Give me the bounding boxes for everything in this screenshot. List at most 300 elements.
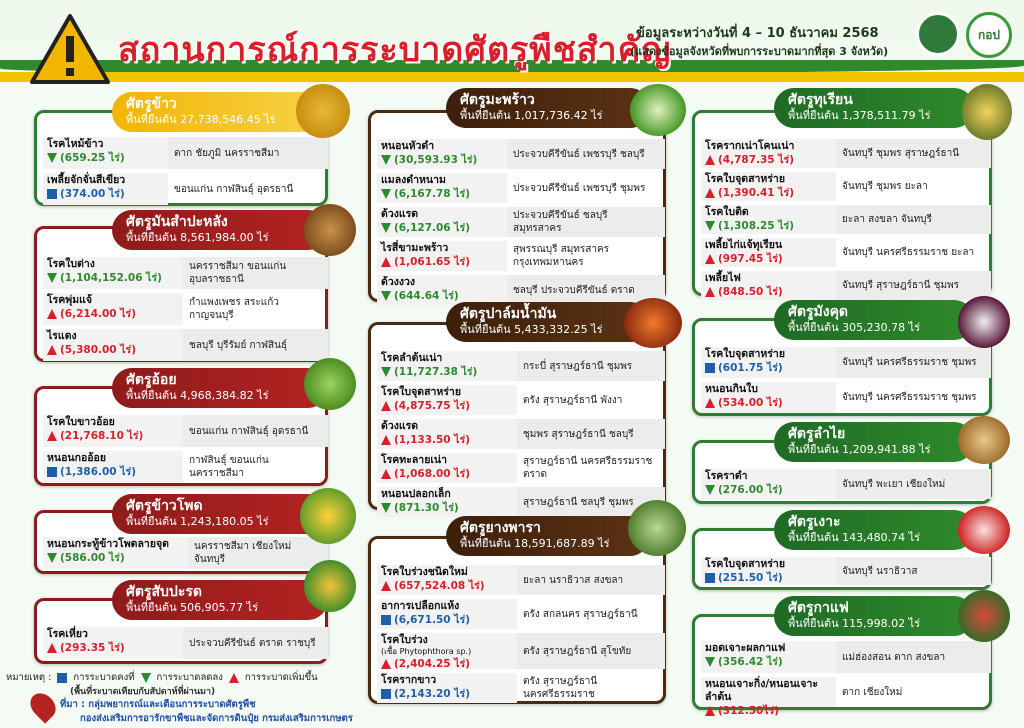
down-arrow-icon [47,553,57,563]
province-list: สุราษฎร์ธานี ชลบุรี ชุมพร [517,487,665,517]
pest-cell [701,238,836,267]
pest-row [701,205,991,236]
area-value [705,361,832,375]
up-arrow-icon [705,398,715,408]
pest-row [701,677,991,717]
down-arrow-icon [705,221,715,231]
up-arrow-icon [381,435,391,445]
up-arrow-icon [705,155,715,165]
pest-name: ไรสี่ขามะพร้าว [381,242,449,254]
crop-name: ศัตรูเงาะ [788,514,841,530]
pest-cell [377,633,517,669]
pest-row [701,641,991,675]
pest-name: โรคพุ่มแจ้ [47,294,93,306]
area-text: (312.50ไร่) [718,705,780,717]
pest-cell [377,173,507,203]
area-value [47,551,184,565]
crop-name: ศัตรูทุเรียน [788,92,853,108]
pest-row [43,137,328,171]
coffee-picture-icon [958,590,1010,642]
crop-area: พื้นที่ยืนต้น 115,998.02 ไร่ [788,617,921,630]
area-value [47,343,179,357]
province-list: สุราษฎร์ธานี นครศรีธรรมราช ตราด [523,456,653,480]
sugarcane-picture-icon [304,358,356,410]
pest-row [377,599,665,631]
pest-cell [701,677,836,717]
pest-note: (เชื้อ Phytophthora sp.) [381,647,472,656]
area-value [705,655,832,669]
down-arrow-icon [381,503,391,513]
pest-cell [377,241,507,271]
crop-area: พื้นที่ยืนต้น 8,561,984.00 ไร่ [126,231,269,244]
area-text: (293.35 ไร่) [60,642,125,654]
area-text: (2,404.25 ไร่) [394,658,470,670]
area-value [381,657,513,671]
pest-cell [43,137,168,169]
pest-name: เพลี้ยไฟ [705,272,741,284]
down-arrow-icon [381,291,391,301]
area-text: (534.00 ไร่) [718,397,783,409]
pest-cell [377,139,507,169]
pest-cell [701,172,836,201]
pest-row [43,451,328,485]
crop-area: พื้นที่ยืนต้น 27,738,546.45 ไร่ [126,113,276,126]
pest-name: โรคทะลายเน่า [381,454,448,466]
pest-row [43,293,328,327]
area-value [705,186,832,200]
area-text: (848.50 ไร่) [718,286,783,298]
pest-cell [701,469,836,499]
pest-name: โรคเหี่ยว [47,628,88,640]
province-list: ยะลา สงขลา จันทบุรี [836,205,991,234]
area-value [47,187,164,201]
pest-row [43,257,328,291]
crop-area: พื้นที่ยืนต้น 1,017,736.42 ไร่ [460,109,603,122]
title-rubber [446,516,650,556]
area-text: (601.75 ไร่) [718,362,783,374]
pest-row [701,238,991,269]
pest-name: โรคใบติด [705,206,749,218]
area-text: (644.64 ไร่) [394,290,459,302]
pest-row [377,565,665,597]
longan-picture-icon [958,416,1010,464]
rambutan-picture-icon [958,506,1010,554]
pest-row [377,173,665,205]
pest-name: โรคใบด่าง [47,258,95,270]
card-durian [692,110,992,296]
province-list: ตรัง สุราษฎร์ธานี พังงา [523,394,623,406]
source-line-2: กองส่งเสริมการอารักขาพืชและจัดการดินปุ๋ย กรมส่งเสริมการเกษตร [80,713,353,724]
area-text: (11,727.38 ไร่) [394,366,478,378]
legend-down: การระบาดลดลง [156,672,223,683]
same-icon [705,573,715,583]
down-arrow-icon [381,367,391,377]
legend-label: หมายเหตุ : [6,672,52,683]
pest-name: โรคใบร่วงชนิดใหม่ [381,566,468,578]
area-value [705,219,832,233]
down-arrow-icon [381,155,391,165]
rubber-tree-picture-icon [628,500,686,556]
down-arrow-icon [141,673,151,683]
crop-area: พื้นที่ยืนต้น 143,480.74 ไร่ [788,531,921,544]
province-list: จันทบุรี นครศรีธรรมราช ชุมพร [836,347,991,378]
legend [6,670,318,685]
area-value [705,483,832,497]
card-rubber [368,536,666,704]
same-icon [57,673,67,683]
pest-row [377,673,665,705]
area-value [47,465,179,479]
province-list: ชลบุรี บุรีรัมย์ กาฬสินธุ์ [183,329,328,361]
warning-icon [28,12,112,86]
area-text: (251.50 ไร่) [718,572,783,584]
province-list: สุพรรณบุรี สมุทรสาคร กรุงเทพมหานคร [513,244,610,268]
pest-cell [701,557,836,585]
pest-cell [377,385,517,415]
same-icon [47,189,57,199]
up-arrow-icon [705,706,715,716]
up-arrow-icon [381,659,391,669]
area-value [705,396,832,410]
pest-name: เพลี้ยจักจั่นสีเขียว [47,174,126,186]
pest-row [43,537,328,571]
date-note: (แสดงข้อมูลจังหวัดที่พบการระบาดมากที่สุด 3 จังหวัด) [630,45,889,58]
area-text: (30,593.93 ไร่) [394,154,478,166]
province-list: แม่ฮ่องสอน ตาก สงขลา [836,641,991,673]
crop-name: ศัตรูปาล์มน้ำมัน [460,306,557,322]
up-arrow-icon [229,673,239,683]
province-list: ยะลา นราธิวาส สงขลา [517,565,665,595]
crop-name: ศัตรูมันสำปะหลัง [126,214,228,230]
crop-name: ศัตรูมังคุด [788,304,849,320]
pest-cell [43,537,188,569]
pest-cell [701,139,836,168]
pest-name: โรครากขาว [381,674,437,686]
crop-area: พื้นที่ยืนต้น 1,243,180.05 ไร่ [126,515,269,528]
doae-logo-icon [916,12,960,56]
area-value [705,153,832,167]
pest-name: หนอนปลอกเล็ก [381,488,451,500]
area-text: (586.00 ไร่) [60,552,125,564]
area-value [705,285,832,299]
area-text: (1,068.00 ไร่) [394,468,470,480]
title-coffee [774,596,974,636]
up-arrow-icon [47,431,57,441]
pest-name: โรคใบจุดสาหร่าย [705,173,785,185]
area-value [381,433,513,447]
pest-row [43,329,328,363]
area-value [705,252,832,266]
crop-name: ศัตรูกาแฟ [788,600,849,616]
area-value [381,687,513,701]
pest-row [701,271,991,302]
province-list: ประจวบคีรีขันธ์ เพชรบุรี ชุมพร [513,182,646,194]
card-oilpalm [368,322,666,514]
pest-name: แมลงดำหนาม [381,174,446,186]
pest-name: โรคไหม้ข้าว [47,138,104,150]
pest-name: หนอนเจาะกิ่ง/หนอนเจาะลำต้น [705,678,819,703]
down-arrow-icon [705,485,715,495]
pest-row [701,382,991,415]
pest-row [701,347,991,380]
pest-cell [701,271,836,300]
area-text: (1,061.65 ไร่) [394,256,470,268]
corn-picture-icon [300,488,356,544]
pest-name: ไรแดง [47,330,77,342]
pest-row [701,469,991,501]
pest-row [377,487,665,519]
area-value [705,571,832,585]
pest-name: อาการเปลือกแห้ง [381,600,460,612]
crop-name: ศัตรูยางพารา [460,520,541,536]
province-list: ประจวบคีรีขันธ์ ตราด ราชบุรี [183,627,328,659]
area-text: (1,104,152.06 ไร่) [60,272,162,284]
area-value [47,429,179,443]
title-rambutan [774,510,974,550]
area-value [47,307,179,321]
province-list: กำแพงเพชร สระแก้ว กาญจนบุรี [189,297,279,321]
pest-cell [701,641,836,673]
pest-row [377,633,665,671]
pest-cell [43,293,183,325]
crop-name: ศัตรูข้าวโพด [126,498,203,514]
province-list: จันทบุรี สุราษฎร์ธานี ชุมพร [836,271,991,300]
area-value [381,255,503,269]
title-oilpalm [446,302,650,342]
pest-row [701,172,991,203]
kop-logo-icon: กอป [966,12,1012,58]
same-icon [381,689,391,699]
pest-cell [377,275,507,305]
pest-cell [43,627,183,659]
area-value [381,501,513,515]
same-icon [381,615,391,625]
area-text: (6,167.78 ไร่) [394,188,470,200]
pest-name: ด้วงงวง [381,276,415,288]
province-list: จันทบุรี พะเยา เชียงใหม่ [836,469,991,499]
crop-name: ศัตรูลำไย [788,426,846,442]
province-list: ขอนแก่น กาฬสินธุ์ อุดรธานี [174,183,294,195]
pest-cell [377,351,517,381]
up-arrow-icon [381,581,391,591]
pest-cell [43,451,183,483]
pest-name: โรคใบจุดสาหร่าย [705,348,785,360]
pest-cell [377,487,517,517]
area-value [381,289,503,303]
up-arrow-icon [705,287,715,297]
up-arrow-icon [705,188,715,198]
oilpalm-picture-icon [624,298,682,348]
province-list: ชลบุรี ประจวบคีรีขันธ์ ตราด [507,275,665,305]
mangosteen-picture-icon [958,296,1010,348]
down-arrow-icon [381,223,391,233]
source-line-1: ที่มา : กลุ่มพยากรณ์และเตือนการระบาดศัตรูพืช [60,699,256,710]
area-value [381,579,513,593]
date-range: ข้อมูลระหว่างวันที่ 4 – 10 ธันวาคม 2568 [636,26,879,41]
area-text: (871.30 ไร่) [394,502,459,514]
area-text: (374.00 ไร่) [60,188,125,200]
title-cassava [112,210,328,250]
area-text: (6,214.00 ไร่) [60,308,136,320]
pest-name: โรคใบขาวอ้อย [47,416,115,428]
province-list: จันทบุรี ชุมพร ยะลา [842,181,928,192]
pest-name: โรคราดำ [705,470,748,482]
title-longan [774,422,974,462]
pineapple-picture-icon [304,560,356,612]
pest-name: โรคใบจุดสาหร่าย [381,386,461,398]
area-value [47,151,164,165]
pest-name: มอดเจาะผลกาแฟ [705,642,786,654]
pest-cell [377,673,517,703]
pest-cell [701,205,836,234]
crop-area: พื้นที่ยืนต้น 5,433,332.25 ไร่ [460,323,603,336]
area-text: (1,133.50 ไร่) [394,434,470,446]
area-text: (4,787.35 ไร่) [718,154,794,166]
up-arrow-icon [47,345,57,355]
title-durian [774,88,974,128]
area-value [47,271,179,285]
location-pin-icon [25,688,60,723]
pest-row [43,415,328,449]
pest-row [43,173,328,207]
down-arrow-icon [705,657,715,667]
area-text: (659.25 ไร่) [60,152,125,164]
down-arrow-icon [47,273,57,283]
pest-name: โรคลำต้นเน่า [381,352,443,364]
down-arrow-icon [381,189,391,199]
pest-cell [701,382,836,413]
crop-area: พื้นที่ยืนต้น 305,230.78 ไร่ [788,321,921,334]
area-value [47,641,179,655]
pest-name: หนอนกออ้อย [47,452,107,464]
up-arrow-icon [47,643,57,653]
card-coconut [368,110,666,302]
province-list: จันทบุรี ชุมพร สุราษฎร์ธานี [836,139,991,168]
area-value [381,221,503,235]
province-list: ตรัง สกลนคร สุราษฎร์ธานี [523,608,638,620]
pest-cell [43,415,183,447]
title-coconut [446,88,650,128]
province-list: กาฬสินธุ์ ขอนแก่น นครราชสีมา [189,455,269,479]
area-text: (657,524.08 ไร่) [394,580,485,592]
area-value [381,187,503,201]
pest-cell [377,565,517,595]
crop-name: ศัตรูสับปะรด [126,584,202,600]
area-text: (276.00 ไร่) [718,484,783,496]
pest-row [377,453,665,485]
title-sugarcane [112,368,328,408]
same-icon [705,363,715,373]
up-arrow-icon [381,401,391,411]
pest-cell [377,453,517,483]
title-pineapple [112,580,328,620]
crop-area: พื้นที่ยืนต้น 18,591,687.89 ไร่ [460,537,610,550]
area-value [381,399,513,413]
area-value [381,365,513,379]
pest-row [377,385,665,417]
up-arrow-icon [381,469,391,479]
down-arrow-icon [47,153,57,163]
province-list: นครราชสีมา ขอนแก่น อุบลราชธานี [183,257,328,289]
crop-name: ศัตรูมะพร้าว [460,92,535,108]
pest-row [377,241,665,273]
pest-name: โรครากเน่าโคนเน่า [705,140,795,152]
pest-row [701,139,991,170]
province-list: ตาก ชัยภูมิ นครราชสีมา [168,137,328,169]
province-list: ประจวบคีรีขันธ์ ชลบุรี สมุทรสาคร [507,207,665,237]
province-list: ตรัง สุราษฎร์ธานี นครศรีธรรมราช [523,676,598,700]
pest-name: ด้วงแรด [381,208,419,220]
crop-area: พื้นที่ยืนต้น 1,209,941.88 ไร่ [788,443,931,456]
area-text: (1,308.25 ไร่) [718,220,794,232]
page-title: สถานการณ์การระบาดศัตรูพืชสำคัญ [118,30,672,70]
area-text: (6,671.50 ไร่) [394,614,470,626]
coconut-picture-icon [630,84,686,136]
area-text: (4,875.75 ไร่) [394,400,470,412]
crop-name: ศัตรูข้าว [126,96,177,112]
province-list: ตาก เชียงใหม่ [842,686,903,698]
legend-up: การระบาดเพิ่มขึ้น [244,672,318,683]
area-text: (5,380.00 ไร่) [60,344,136,356]
title-mangosteen [774,300,974,340]
pest-name: เพลี้ยไก่แจ้ทุเรียน [705,239,783,251]
area-text: (2,143.20 ไร่) [394,688,470,700]
pest-row [377,419,665,451]
title-corn [112,494,328,534]
pest-cell [701,347,836,378]
province-list: จันทบุรี นราธิวาส [836,557,991,585]
up-arrow-icon [705,254,715,264]
durian-picture-icon [962,84,1012,140]
crop-area: พื้นที่ยืนต้น 506,905.77 ไร่ [126,601,259,614]
pest-name: โรคใบร่วง [381,634,428,646]
province-list: ขอนแก่น กาฬสินธุ์ อุดรธานี [183,415,328,447]
crop-name: ศัตรูอ้อย [126,372,177,388]
province-list: จันทบุรี นครศรีธรรมราช ยะลา [842,247,975,258]
area-text: (21,768.10 ไร่) [60,430,144,442]
crop-area: พื้นที่ยืนต้น 1,378,511.79 ไร่ [788,109,931,122]
province-list: ประจวบคีรีขันธ์ เพชรบุรี ชลบุรี [507,139,665,169]
area-value [381,467,513,481]
pest-name: หนอนหัวดำ [381,140,435,152]
up-arrow-icon [47,309,57,319]
province-list: ตรัง สุราษฎร์ธานี สุโขทัย [517,633,665,669]
pest-name: ด้วงแรด [381,420,419,432]
rice-picture-icon [296,84,350,138]
pest-name: หนอนกินใบ [705,383,758,395]
area-value [705,704,832,718]
cassava-picture-icon [304,204,356,256]
pest-name: หนอนกระทู้ข้าวโพดลายจุด [47,538,169,550]
pest-cell [377,207,507,237]
area-text: (997.45 ไร่) [718,253,783,265]
pest-cell [43,257,183,289]
pest-cell [43,329,183,361]
area-text: (6,127.06 ไร่) [394,222,470,234]
province-list: นครราชสีมา เชียงใหม่ จันทบุรี [188,537,328,569]
area-text: (356.42 ไร่) [718,656,783,668]
pest-cell [377,599,517,629]
legend-note: (พื้นที่ระบาดเทียบกับสัปดาห์ที่ผ่านมา) [70,687,216,697]
area-text: (1,390.41 ไร่) [718,187,794,199]
legend-same: การระบาดคงที่ [73,672,135,683]
pest-row [377,139,665,171]
pest-row [43,627,328,661]
province-list: กระบี่ สุราษฎร์ธานี ชุมพร [517,351,665,381]
pest-cell [43,173,168,205]
pest-cell [377,419,517,449]
pest-row [377,207,665,239]
